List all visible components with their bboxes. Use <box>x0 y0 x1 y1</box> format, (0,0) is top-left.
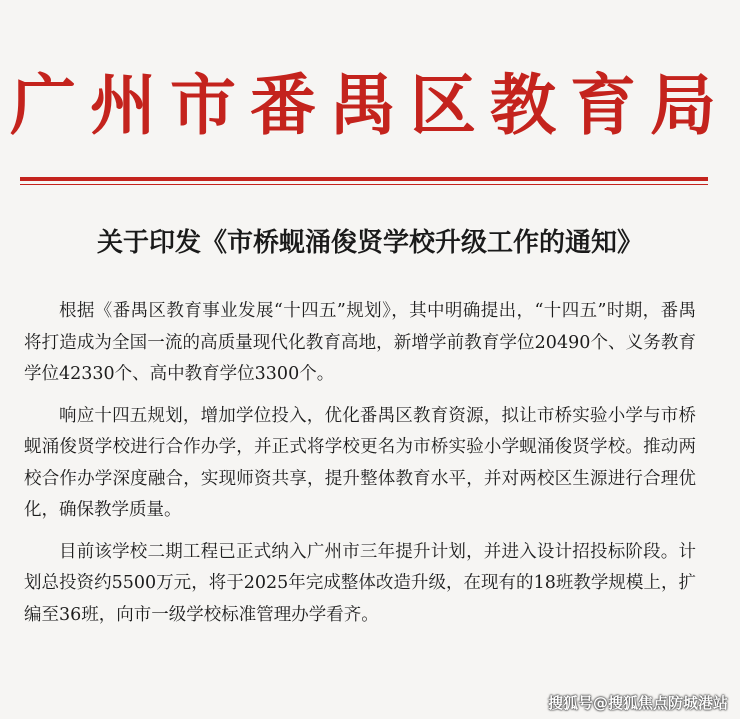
red-divider-thin <box>20 184 708 185</box>
document-body <box>24 296 696 641</box>
paragraph-3: 目前该学校二期工程已正式纳入广州市三年提升计划，并进入设计招投标阶段。计划总投资约5500万元，将于2025年完成整体改造升级，在现有的18班教学规模上，扩编至36班，向市一级学校标准管理办学看齐。 <box>24 541 696 625</box>
document-title: 关于印发《市桥蚬涌俊贤学校升级工作的通知》 <box>96 228 643 258</box>
source-watermark: 搜狐号@搜狐焦点防城港站 <box>547 694 728 712</box>
paragraph-2: 响应十四五规划，增加学位投入，优化番禺区教育资源，拟让市桥实验小学与市桥蚬涌俊贤学校进行合作办学，并正式将学校更名为市桥实验小学蚬涌俊贤学校。推动两校合作办学深度融合，实现师资共享，提升整体教育水平，并对两校区生源进行合理优化，确保教学质量。 <box>24 405 696 520</box>
issuer-header: 广州市番禺区教育局 <box>10 66 730 144</box>
paragraph-1: 根据《番禺区教育事业发展“十四五”规划》，其中明确提出，“十四五”时期，番禺将打造成为全国一流的高质量现代化教育高地，新增学前教育学位20490个、义务教育学位42330个、高中教育学位3300个。 <box>24 301 696 384</box>
red-divider-thick <box>20 177 708 181</box>
